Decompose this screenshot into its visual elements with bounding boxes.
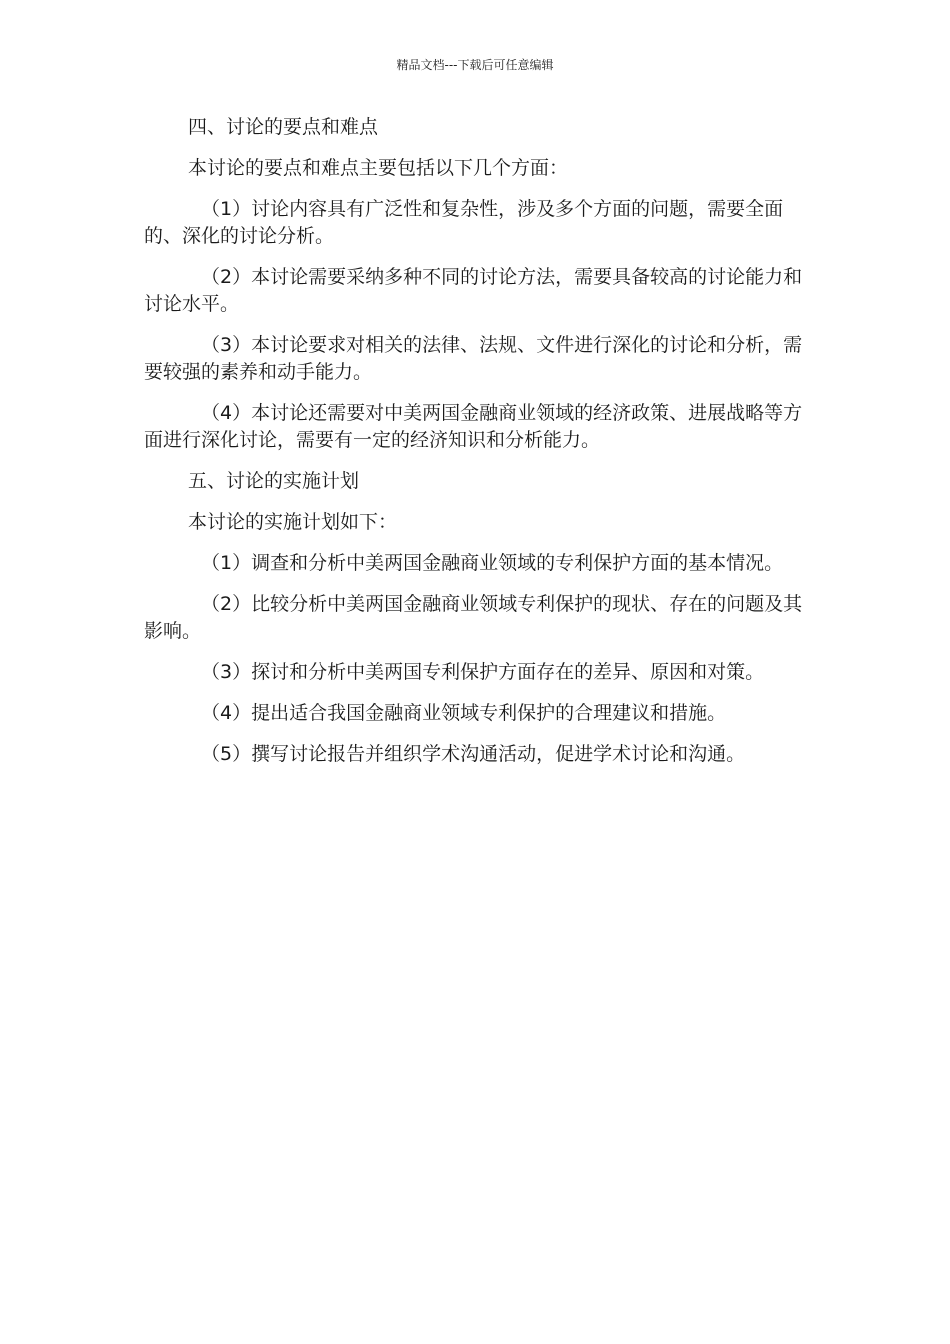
section-intro: 本讨论的实施计划如下： — [188, 511, 398, 533]
list-item: （2）比较分析中美两国金融商业领域专利保护的现状、存在的问题及其影响。 — [144, 593, 803, 642]
list-item: （3）本讨论要求对相关的法律、法规、文件进行深化的讨论和分析，需要较强的素养和动手能力。 — [144, 334, 803, 383]
section-heading: 五、讨论的实施计划 — [188, 470, 360, 492]
list-item: （1）调查和分析中美两国金融商业领域的专利保护方面的基本情况。 — [201, 552, 784, 574]
list-item: （3）探讨和分析中美两国专利保护方面存在的差异、原因和对策。 — [201, 661, 765, 683]
list-item: （5）撰写讨论报告并组织学术沟通活动，促进学术讨论和沟通。 — [201, 743, 746, 765]
list-item: （4）提出适合我国金融商业领域专利保护的合理建议和措施。 — [201, 702, 727, 724]
document-body — [144, 114, 814, 782]
page-header: 精品文档---下载后可任意编辑 — [396, 58, 554, 72]
section-heading: 四、讨论的要点和难点 — [188, 116, 379, 138]
list-item: （4）本讨论还需要对中美两国金融商业领域的经济政策、进展战略等方面进行深化讨论，需要有一定的经济知识和分析能力。 — [144, 402, 803, 451]
list-item: （2）本讨论需要采纳多种不同的讨论方法，需要具备较高的讨论能力和讨论水平。 — [144, 266, 803, 315]
list-item: （1）讨论内容具有广泛性和复杂性，涉及多个方面的问题，需要全面的、深化的讨论分析。 — [144, 198, 784, 247]
section-intro: 本讨论的要点和难点主要包括以下几个方面： — [188, 157, 569, 179]
